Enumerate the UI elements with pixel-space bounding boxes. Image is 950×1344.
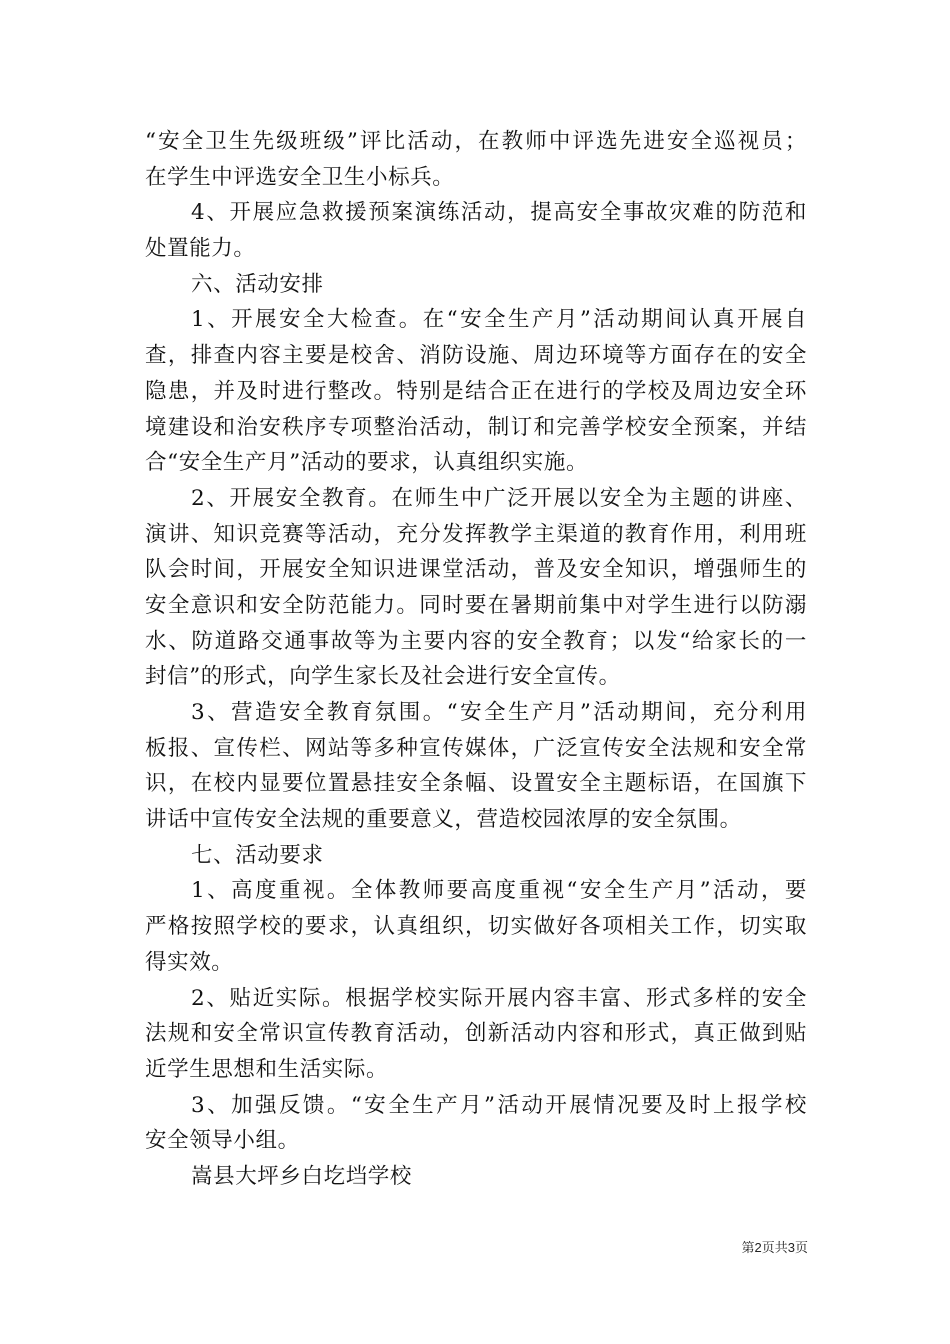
text-line: 水、防道路交通事故等为主要内容的安全教育；以发“给家长的一 xyxy=(145,628,807,654)
text-line: 七、活动要求 xyxy=(191,842,324,868)
text-line: 合“安全生产月”活动的要求，认真组织实施。 xyxy=(145,450,589,476)
text-line: 安全领导小组。 xyxy=(145,1128,300,1154)
text-line: 查，排查内容主要是校舍、消防设施、周边环境等方面存在的安全 xyxy=(145,343,807,369)
text-line: 2、开展安全教育。在师生中广泛开展以安全为主题的讲座、 xyxy=(191,485,807,511)
text-line: 封信”的形式，向学生家长及社会进行安全宣传。 xyxy=(145,664,621,690)
text-line: 识，在校内显要位置悬挂安全条幅、设置安全主题标语，在国旗下 xyxy=(145,771,807,797)
text-line: 六、活动安排 xyxy=(191,271,324,297)
document-body xyxy=(145,124,807,1195)
text-line: 3、营造安全教育氛围。“安全生产月”活动期间，充分利用 xyxy=(191,700,807,725)
text-line: 讲话中宣传安全法规的重要意义，营造校园浓厚的安全氛围。 xyxy=(145,807,742,833)
page-number: 第2页共3页 xyxy=(741,1240,808,1255)
text-line: “安全卫生先级班级”评比活动，在教师中评选先进安全巡视员； xyxy=(145,129,807,154)
text-line: 4、开展应急救援预案演练活动，提高安全事故灾难的防范和 xyxy=(191,200,807,226)
text-line: 演讲、知识竞赛等活动，充分发挥教学主渠道的教育作用，利用班 xyxy=(145,521,807,547)
text-line: 队会时间，开展安全知识进课堂活动，普及安全知识，增强师生的 xyxy=(145,557,807,583)
text-line: 板报、宣传栏、网站等多种宣传媒体，广泛宣传安全法规和安全常 xyxy=(145,735,807,761)
text-line: 严格按照学校的要求，认真组织，切实做好各项相关工作，切实取 xyxy=(145,914,807,940)
text-line: 在学生中评选安全卫生小标兵。 xyxy=(145,164,455,190)
text-line: 隐患，并及时进行整改。特别是结合正在进行的学校及周边安全环 xyxy=(145,378,807,404)
text-line: 3、加强反馈。“安全生产月”活动开展情况要及时上报学校 xyxy=(191,1092,807,1118)
text-line: 处置能力。 xyxy=(145,236,256,262)
text-line: 得实效。 xyxy=(145,949,234,975)
text-line: 1、高度重视。全体教师要高度重视“安全生产月”活动，要 xyxy=(191,878,807,904)
text-line: 法规和安全常识宣传教育活动，创新活动内容和形式，真正做到贴 xyxy=(145,1021,807,1047)
text-line: 嵩县大坪乡白圪垱学校 xyxy=(191,1163,413,1189)
text-line: 2、贴近实际。根据学校实际开展内容丰富、形式多样的安全 xyxy=(191,985,807,1011)
text-line: 安全意识和安全防范能力。同时要在暑期前集中对学生进行以防溺 xyxy=(145,592,807,618)
text-line: 境建设和治安秩序专项整治活动，制订和完善学校安全预案，并结 xyxy=(145,414,807,440)
text-line: 1、开展安全大检查。在“安全生产月”活动期间认真开展自 xyxy=(191,307,807,333)
text-line: 近学生思想和生活实际。 xyxy=(145,1056,389,1082)
